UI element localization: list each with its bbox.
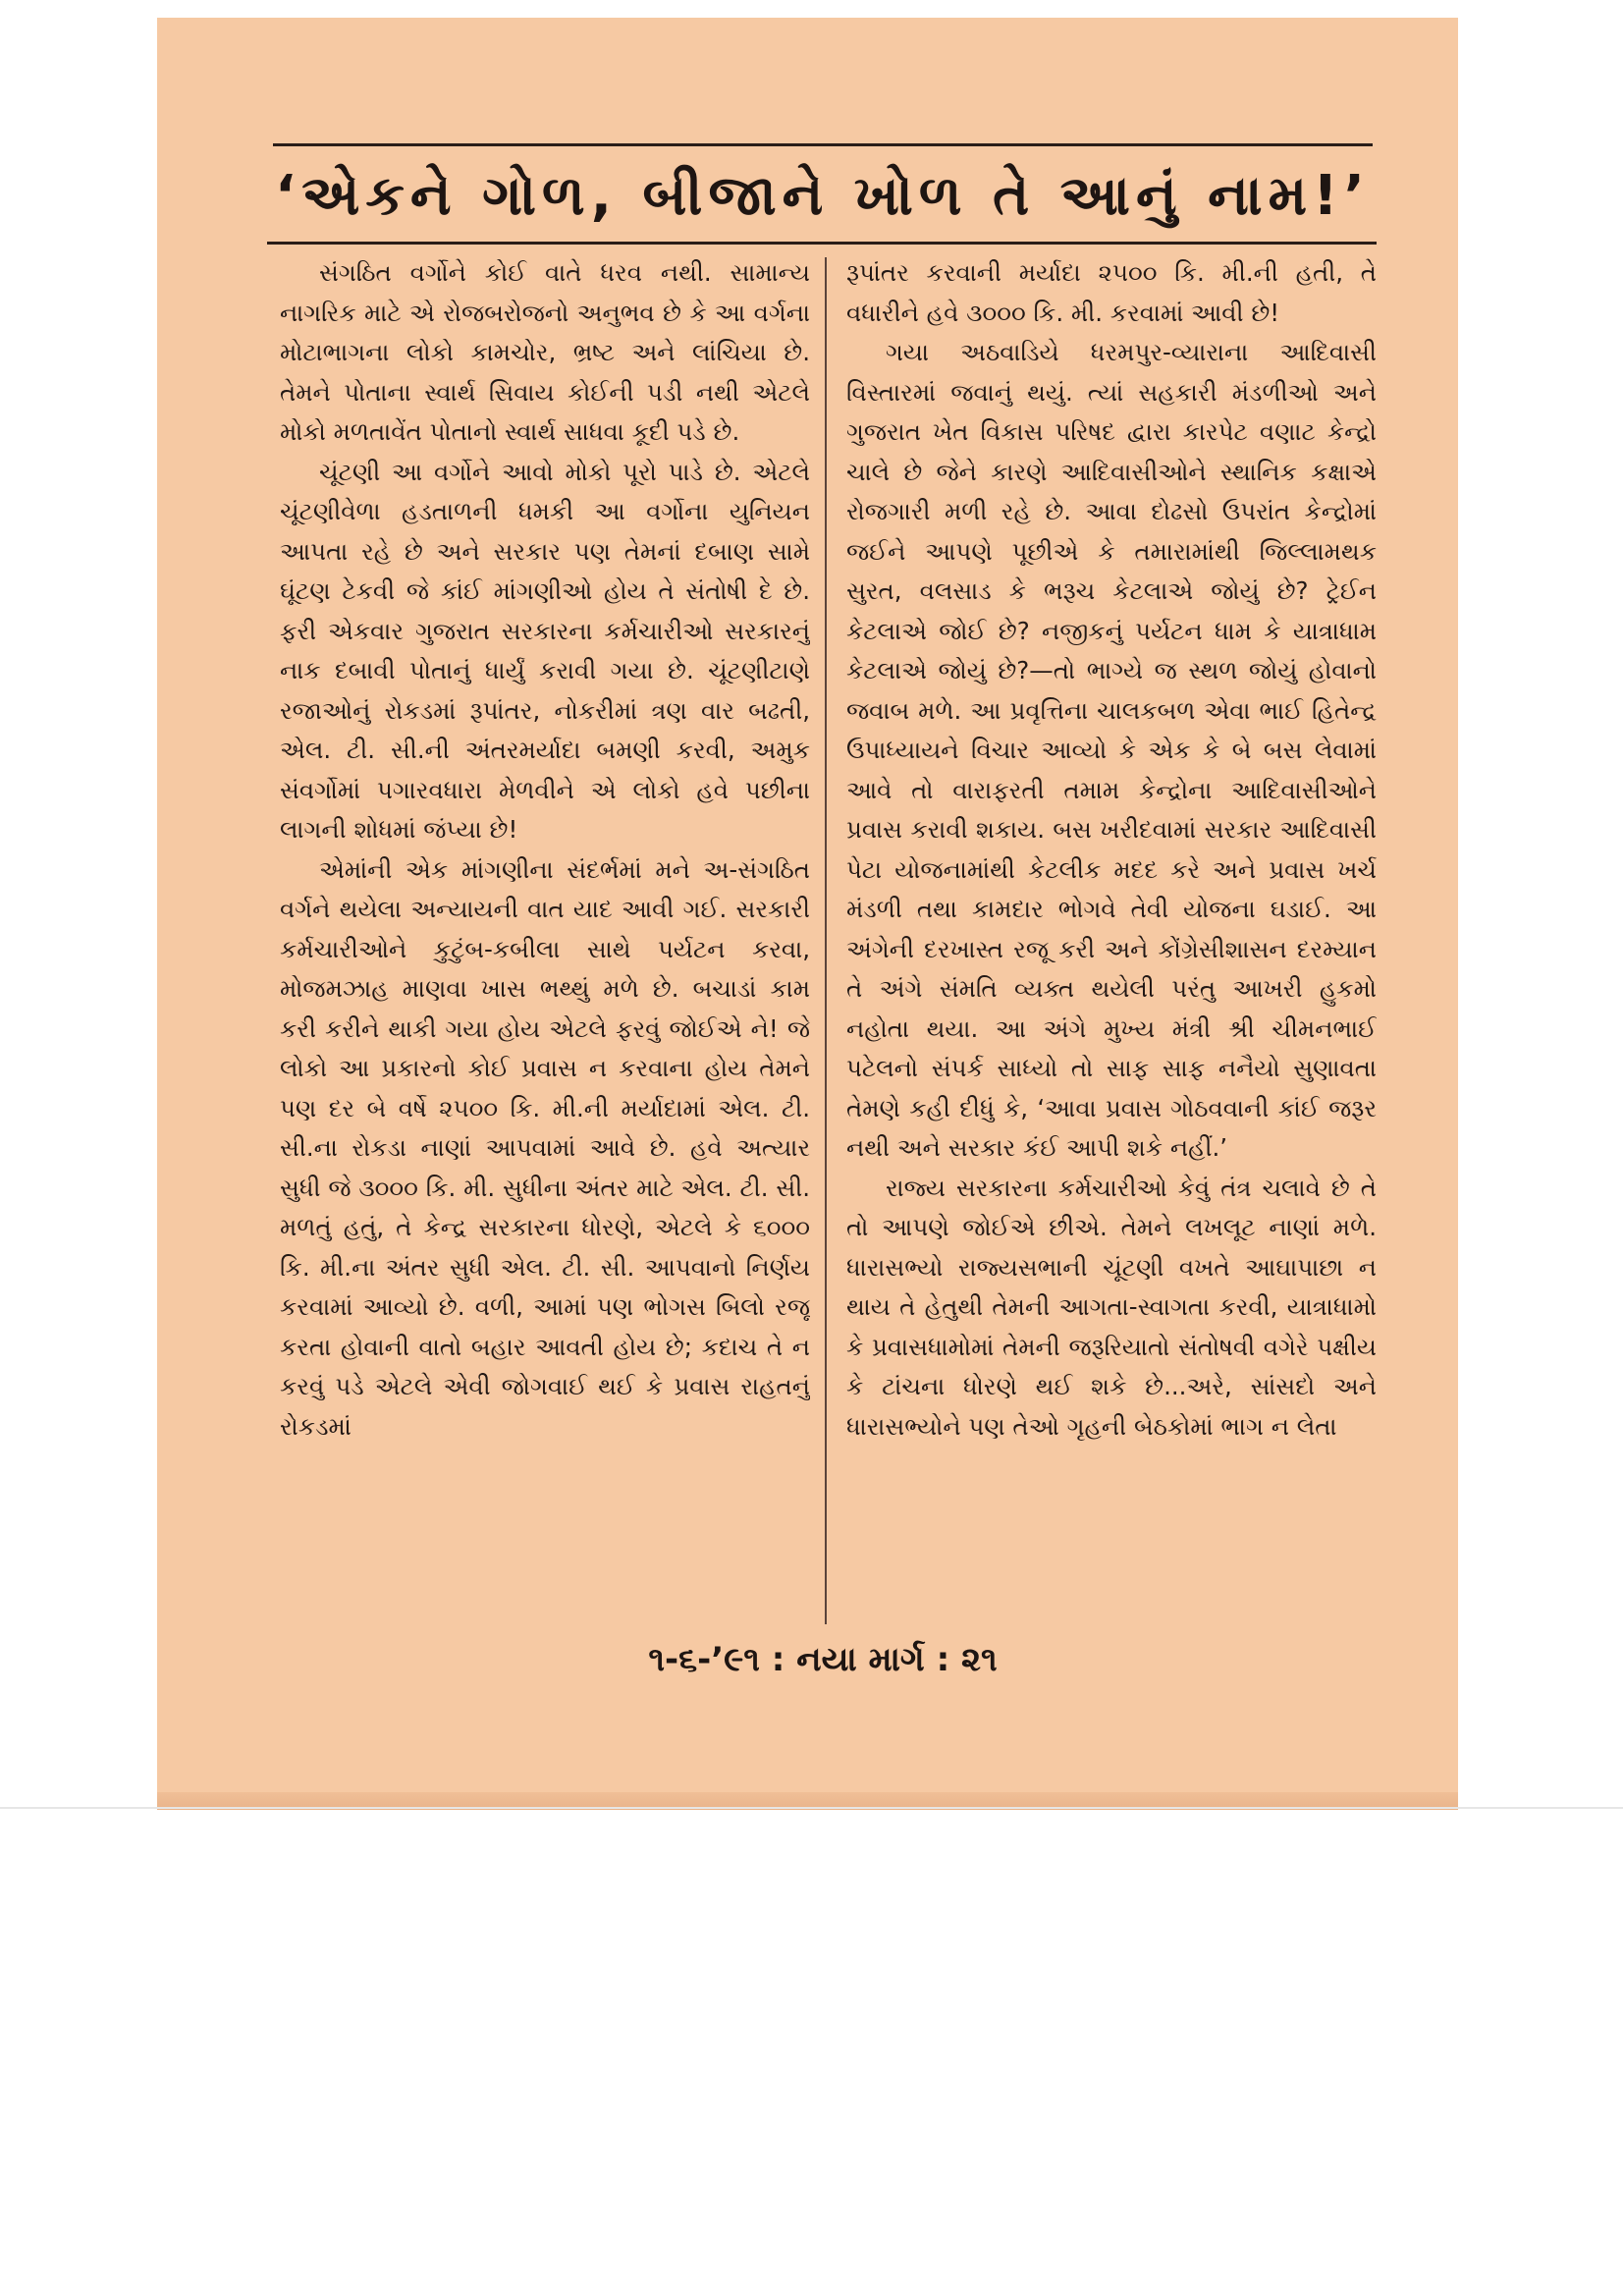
article-title: ‘એકને ગોળ, બીજાને ખોળ તે આનું નામ!’ [275, 164, 1371, 228]
paragraph: ચૂંટણી આ વર્ગોને આવો મોકો પૂરો પાડે છે. એટલે ચૂંટણીવેળા હડતાળની ધમકી આ વર્ગોના યુનિયન આપતા રહે છે અને સરકાર પણ તેમનાં દબાણ સામે ઘૂંટણ ટેકવી જે કાંઈ માંગણીઓ હોય તે સંતોષી દે છે. ફરી એકવાર ગુજરાત સરકારના કર્મચારીઓ સરકારનું નાક દબાવી પોતાનું ધાર્યું કરાવી ગયા છે. ચૂંટણીટાણે રજાઓનું રોકડમાં રૂપાંતર, નોકરીમાં ત્રણ વાર બઢતી, એલ. ટી. સી.ની અંતરમર્યાદા બમણી કરવી, અમુક સંવર્ગોમાં પગારવધારા મેળવીને એ લોકો હવે પછીના લાગની શોધમાં જંપ્યા છે! [280, 457, 810, 844]
column-divider [825, 257, 827, 1624]
left-column [280, 253, 810, 1623]
paragraph: સંગઠિત વર્ગોને કોઈ વાતે ધરવ નથી. સામાન્ય નાગરિક માટે એ રોજબરોજનો અનુભવ છે કે આ વર્ગના મોટાભાગના લોકો કામચોર, ભ્રષ્ટ અને લાંચિયા છે. તેમને પોતાના સ્વાર્થ સિવાય કોઈની પડી નથી એટલે મોકો મળતાવેંત પોતાનો સ્વાર્થ સાધવા કૂદી પડે છે. [280, 258, 810, 446]
title-rule-top [273, 143, 1373, 146]
paragraph: રાજ્ય સરકારના કર્મચારીઓ કેવું તંત્ર ચલાવે છે તે તો આપણે જોઈએ છીએ. તેમને લખલૂટ નાણાં મળે. ધારાસભ્યો રાજ્યસભાની ચૂંટણી વખતે આઘાપાછા ન થાય તે હેતુથી તેમની આગતા-સ્વાગતા કરવી, યાત્રાધામો કે પ્રવાસધામોમાં તેમની જરૂરિયાતો સંતોષવી વગેરે પક્ષીય કે ટાંચના ધોરણે થઈ શકે છે...અરે, સાંસદો અને ધારાસભ્યોને પણ તેઓ ગૃહની બેઠકોમાં ભાગ ન લેતા [846, 1173, 1377, 1441]
right-column [846, 253, 1377, 1623]
paragraph: ગયા અઠવાડિયે ધરમપુર-વ્યારાના આદિવાસી વિસ્તારમાં જવાનું થયું. ત્યાં સહકારી મંડળીઓ અને ગુજરાત ખેત વિકાસ પરિષદ દ્વારા કારપેટ વણાટ કેન્દ્રો ચાલે છે જેને કારણે આદિવાસીઓને સ્થાનિક કક્ષાએ રોજગારી મળી રહે છે. આવા દોઢસો ઉપરાંત કેન્દ્રોમાં જઈને આપણે પૂછીએ કે તમારામાંથી જિલ્લામથક સુરત, વલસાડ કે ભરૂચ કેટલાએ જોયું છે? ટ્રેઈન કેટલાએ જોઈ છે? નજીકનું પર્યટન ધામ કે યાત્રાધામ કેટલાએ જોયું છે?—તો ભાગ્યે જ સ્થળ જોયું હોવાનો જવાબ મળે. આ પ્રવૃત્તિના ચાલકબળ એવા ભાઈ હિતેન્દ્ર ઉપાધ્યાયને વિચાર આવ્યો કે એક કે બે બસ લેવામાં આવે તો વારાફરતી તમામ કેન્દ્રોના આદિવાસીઓને પ્રવાસ કરાવી શકાય. બસ ખરીદવામાં સરકાર આદિવાસી પેટા યોજનામાંથી કેટલીક મદદ કરે અને પ્રવાસ ખર્ચ મંડળી તથા કામદાર ભોગવે તેવી યોજના ઘડાઈ. આ અંગેની દરખાસ્ત રજૂ કરી અને કોંગ્રેસીશાસન દરમ્યાન તે અંગે સંમતિ વ્યક્ત થયેલી પરંતુ આખરી હુકમો નહોતા થયા. આ અંગે મુખ્ય મંત્રી શ્રી ચીમનભાઈ પટેલનો સંપર્ક સાધ્યો તો સાફ સાફ નનૈયો સુણાવતા તેમણે કહી દીધું કે, ‘આવા પ્રવાસ ગોઠવવાની કાંઈ જરૂર નથી અને સરકાર કંઈ આપી શકે નહીં.’ [846, 338, 1377, 1162]
paragraph: એમાંની એક માંગણીના સંદર્ભમાં મને અ-સંગઠિત વર્ગને થયેલા અન્યાયની વાત યાદ આવી ગઈ. સરકારી કર્મચારીઓને કુટુંબ-કબીલા સાથે પર્યટન કરવા, મોજમઝાહ માણવા ખાસ ભથ્થું મળે છે. બચાડાં કામ કરી કરીને થાકી ગયા હોય એટલે ફરવું જોઈએ ને! જે લોકો આ પ્રકારનો કોઈ પ્રવાસ ન કરવાના હોય તેમને પણ દર બે વર્ષે ૨૫૦૦ કિ. મી.ની મર્યાદામાં એલ. ટી. સી.ના રોકડા નાણાં આપવામાં આવે છે. હવે અત્યાર સુધી જે ૩૦૦૦ કિ. મી. સુધીના અંતર માટે એલ. ટી. સી. મળતું હતું, તે કેન્દ્ર સરકારના ધોરણે, એટલે કે ૬૦૦૦ કિ. મી.ના અંતર સુધી એલ. ટી. સી. આપવાનો નિર્ણય કરવામાં આવ્યો છે. વળી, આમાં પણ ભોગસ બિલો રજૂ કરતા હોવાની વાતો બહાર આવતી હોય છે; કદાચ તે ન કરવું પડે એટલે એવી જોગવાઈ થઈ કે પ્રવાસ રાહતનું રોકડમાં [280, 854, 810, 1441]
title-rule-bottom [267, 242, 1377, 245]
scan-border-line [0, 1807, 1623, 1809]
page-footer: ૧-૬-’૯૧ : નયા માર્ગ : ૨૧ [648, 1640, 998, 1679]
paragraph: રૂપાંતર કરવાની મર્યાદા ૨૫૦૦ કિ. મી.ની હતી, તે વધારીને હવે ૩૦૦૦ કિ. મી. કરવામાં આવી છે! [846, 258, 1377, 327]
